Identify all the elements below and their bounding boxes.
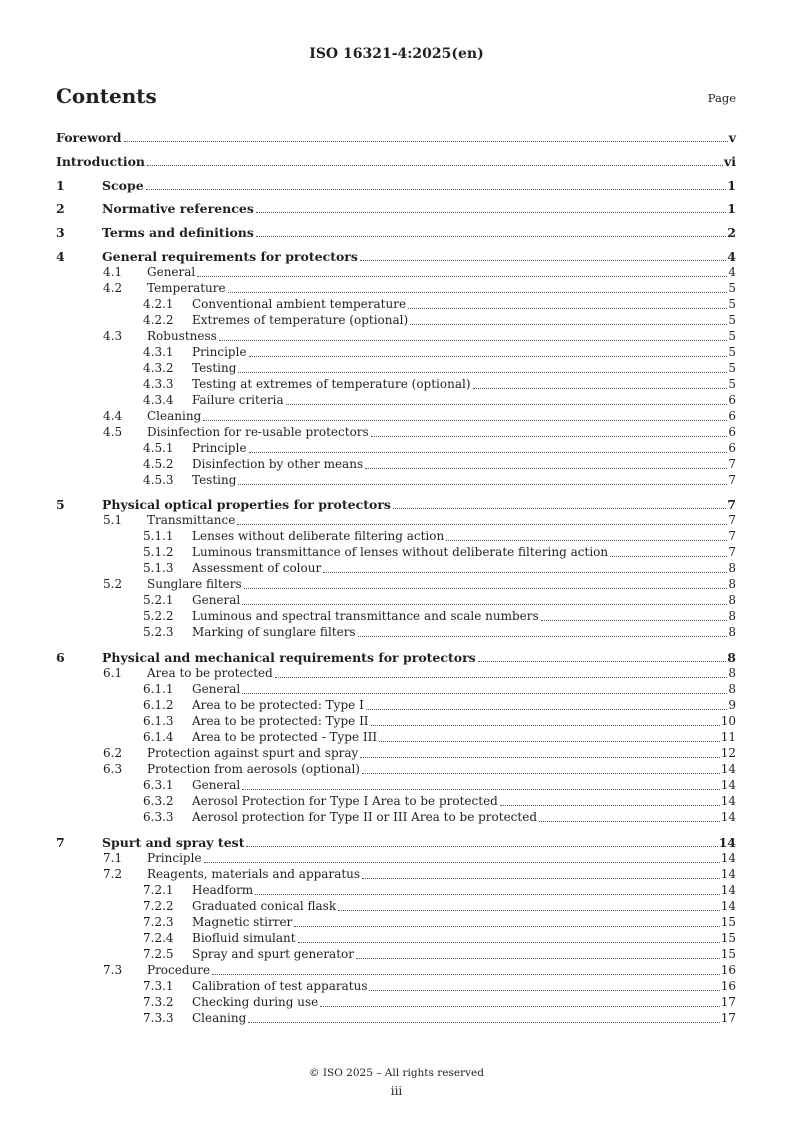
toc-entry-3[interactable] (56, 225, 736, 240)
toc-entry-label: Area to be protected (147, 666, 273, 680)
toc-entry-page: 4 (728, 265, 736, 279)
toc-entry-number: 5.2 (103, 577, 123, 591)
toc-entry-page: 5 (728, 313, 736, 327)
toc-entry-page: 7 (728, 529, 736, 543)
toc-entry-number: 7.3.2 (143, 995, 174, 1009)
toc-entry-label: Scope (102, 178, 144, 193)
toc-entry-number: 6.1.3 (143, 714, 174, 728)
toc-entry-number: 7 (56, 835, 65, 850)
toc-entry-7[interactable] (56, 835, 736, 850)
toc-entry-page: vi (723, 154, 736, 169)
toc-entry-label: Protection against spurt and spray (147, 746, 359, 760)
toc-entry-page: 5 (728, 329, 736, 343)
toc-entry-page: 1 (727, 201, 736, 216)
toc-entry-6-3[interactable] (56, 762, 736, 777)
toc-entry-number: 7.3 (103, 963, 123, 977)
toc-entry-7-2-5[interactable] (56, 947, 736, 962)
toc-entry-4-3-4[interactable] (56, 393, 736, 408)
toc-entry-page: 6 (728, 425, 736, 439)
toc-entry-4-1[interactable] (56, 265, 736, 280)
toc-entry-4-5[interactable] (56, 425, 736, 440)
toc-entry-label: Assessment of colour (192, 561, 322, 575)
toc-entry-number: 4.1 (103, 265, 123, 279)
toc-entry-page: 5 (728, 345, 736, 359)
toc-entry-label: Aerosol protection for Type II or III Area to be protected (192, 810, 538, 824)
page-number: iii (390, 1084, 403, 1098)
toc-entry-label: Normative references (102, 201, 254, 216)
toc-entry-page: 8 (728, 666, 736, 680)
toc-entry-number: 4.3.2 (143, 361, 174, 375)
toc-entry-number: 5.2.3 (143, 625, 174, 639)
toc-entry-6-1-2[interactable] (56, 698, 736, 713)
toc-entry-label: Area to be protected: Type II (192, 714, 369, 728)
toc-entry-label: Principle (147, 851, 202, 865)
toc-entry-page: 14 (720, 883, 736, 897)
toc-entry-number: 6.1 (103, 666, 123, 680)
toc-entry-number: 4.3.1 (143, 345, 174, 359)
toc-entry-label: Foreword (56, 130, 122, 145)
toc-entry-5-1-1[interactable] (56, 529, 736, 544)
toc-entry-page: 5 (728, 297, 736, 311)
toc-entry-number: 4.5.3 (143, 473, 174, 487)
toc-entry-7-2[interactable] (56, 867, 736, 882)
toc-entry-6-1-4[interactable] (56, 730, 736, 745)
toc-entry-number: 7.2.4 (143, 931, 174, 945)
toc-entry-label: Procedure (147, 963, 211, 977)
toc-entry-page: 14 (718, 835, 736, 850)
toc-entry-page: 8 (728, 682, 736, 696)
page-title: Contents (56, 84, 157, 108)
toc-entry-label: Failure criteria (192, 393, 284, 407)
toc-entry-number: 5 (56, 497, 65, 512)
toc-entry-label: Marking of sunglare filters (192, 625, 356, 639)
toc-entry-label: Luminous and spectral transmittance and scale numbers (192, 609, 539, 623)
toc-entry-4[interactable] (56, 249, 736, 264)
toc-entry-label: Testing (192, 473, 237, 487)
toc-entry-label: Reagents, materials and apparatus (147, 867, 361, 881)
toc-entry-6-3-3[interactable] (56, 810, 736, 825)
toc-entry-label: Testing at extremes of temperature (optional) (192, 377, 471, 391)
toc-entry-number: 7.2 (103, 867, 123, 881)
toc-entry-page: 7 (727, 497, 736, 512)
toc-entry-7-3-2[interactable] (56, 995, 736, 1010)
toc-entry-4-3-2[interactable] (56, 361, 736, 376)
toc-entry-4-5-3[interactable] (56, 473, 736, 488)
toc-entry-number: 5.1.2 (143, 545, 174, 559)
toc-entry-page: 16 (720, 963, 736, 977)
toc-entry-page: 14 (720, 778, 736, 792)
toc-entry-6-3-2[interactable] (56, 794, 736, 809)
toc-entry-2[interactable] (56, 201, 736, 216)
toc-entry-label: Cleaning (192, 1011, 247, 1025)
toc-entry-5-2-1[interactable] (56, 593, 736, 608)
toc-entry-page: 15 (720, 947, 736, 961)
toc-entry-number: 7.3.3 (143, 1011, 174, 1025)
toc-entry-number: 2 (56, 201, 65, 216)
toc-entry-number: 7.2.3 (143, 915, 174, 929)
toc-entry-number: 6.2 (103, 746, 123, 760)
toc-entry-label: Introduction (56, 154, 146, 169)
toc-entry-label: Protection from aerosols (optional) (147, 762, 360, 776)
toc-entry-label: Luminous transmittance of lenses without deliberate filtering action (192, 545, 609, 559)
toc-entry-page: 16 (720, 979, 736, 993)
toc-entry-label: Transmittance (147, 513, 236, 527)
toc-entry-page: 8 (728, 625, 736, 639)
toc-entry-4-4[interactable] (56, 409, 736, 424)
toc-entry-label: Terms and definitions (102, 225, 254, 240)
copyright-footer: © ISO 2025 – All rights reserved (309, 1067, 484, 1079)
toc-entry-page: 7 (728, 545, 736, 559)
toc-entry-6-2[interactable] (56, 746, 736, 761)
toc-entry-page: 14 (720, 810, 736, 824)
toc-entry-label: Conventional ambient temperature (192, 297, 407, 311)
toc-entry-number: 4.5.2 (143, 457, 174, 471)
toc-entry-page: 8 (728, 577, 736, 591)
toc-entry-4-5-2[interactable] (56, 457, 736, 472)
toc-entry-label: Calibration of test apparatus (192, 979, 368, 993)
toc-entry-number: 4.3.3 (143, 377, 174, 391)
toc-entry-4-5-1[interactable] (56, 441, 736, 456)
toc-entry-number: 6.3 (103, 762, 123, 776)
toc-entry-7-2-4[interactable] (56, 931, 736, 946)
toc-entry-5-2-3[interactable] (56, 625, 736, 640)
toc-entry-5-2-2[interactable] (56, 609, 736, 624)
toc-entry-number: 4.4 (103, 409, 123, 423)
toc-entry-label: General (192, 682, 241, 696)
toc-entry-number: 6 (56, 650, 65, 665)
toc-entry-label: Extremes of temperature (optional) (192, 313, 409, 327)
toc-entry-page: 8 (728, 593, 736, 607)
toc-entry-number: 5.2.2 (143, 609, 174, 623)
toc-entry-number: 5.2.1 (143, 593, 174, 607)
toc-entry-page: 8 (728, 609, 736, 623)
toc-entry-label: Spray and spurt generator (192, 947, 354, 961)
toc-entry-number: 4.2 (103, 281, 123, 295)
toc-entry-label: Checking during use (192, 995, 319, 1009)
toc-entry-label: Magnetic stirrer (192, 915, 293, 929)
toc-entry-number: 5.1.1 (143, 529, 174, 543)
toc-entry-label: Robustness (147, 329, 217, 343)
toc-entry-page: 5 (728, 281, 736, 295)
toc-entry-introduction[interactable] (56, 154, 736, 169)
toc-entry-page: 5 (728, 361, 736, 375)
toc-entry-5-1-2[interactable] (56, 545, 736, 560)
toc-entry-number: 4.5 (103, 425, 123, 439)
toc-entry-label: Temperature (147, 281, 226, 295)
toc-entry-number: 5.1.3 (143, 561, 174, 575)
toc-entry-5-2[interactable] (56, 577, 736, 592)
toc-entry-6-1-1[interactable] (56, 682, 736, 697)
toc-entry-label: Sunglare filters (147, 577, 242, 591)
toc-entry-6[interactable] (56, 650, 736, 665)
toc-entry-4-2-1[interactable] (56, 297, 736, 312)
document-header: ISO 16321-4:2025(en) (309, 46, 484, 62)
toc-entry-number: 4.2.2 (143, 313, 174, 327)
toc-entry-page: 2 (727, 225, 736, 240)
toc-entry-number: 4 (56, 249, 65, 264)
toc-entry-page: 14 (720, 794, 736, 808)
toc-entry-7-2-3[interactable] (56, 915, 736, 930)
toc-entry-page: 1 (727, 178, 736, 193)
toc-entry-page: 4 (727, 249, 736, 264)
toc-entry-page: 6 (728, 409, 736, 423)
toc-entry-number: 5.1 (103, 513, 123, 527)
toc-entry-page: 14 (720, 867, 736, 881)
toc-entry-number: 4.5.1 (143, 441, 174, 455)
toc-entry-label: Disinfection by other means (192, 457, 364, 471)
toc-entry-page: 12 (720, 746, 736, 760)
toc-entry-page: 15 (720, 915, 736, 929)
toc-entry-label: Physical optical properties for protectors (102, 497, 391, 512)
toc-entry-page: 7 (728, 513, 736, 527)
toc-entry-4-3-1[interactable] (56, 345, 736, 360)
toc-entry-label: Headform (192, 883, 254, 897)
toc-entry-6-3-1[interactable] (56, 778, 736, 793)
toc-entry-number: 3 (56, 225, 65, 240)
toc-entry-4-2[interactable] (56, 281, 736, 296)
toc-entry-label: General requirements for protectors (102, 249, 358, 264)
toc-entry-number: 6.3.3 (143, 810, 174, 824)
toc-entry-4-3[interactable] (56, 329, 736, 344)
toc-entry-number: 4.3.4 (143, 393, 174, 407)
toc-entry-page: 15 (720, 931, 736, 945)
toc-entry-6-1[interactable] (56, 666, 736, 681)
toc-entry-label: Lenses without deliberate filtering action (192, 529, 445, 543)
toc-entry-number: 7.2.1 (143, 883, 174, 897)
toc-entry-number: 1 (56, 178, 65, 193)
toc-entry-page: 8 (727, 650, 736, 665)
toc-entry-number: 7.3.1 (143, 979, 174, 993)
toc-entry-4-2-2[interactable] (56, 313, 736, 328)
toc-entry-7-2-2[interactable] (56, 899, 736, 914)
toc-entry-page: 14 (720, 851, 736, 865)
toc-entry-page: 5 (728, 377, 736, 391)
toc-entry-page: 7 (728, 457, 736, 471)
toc-entry-number: 7.2.2 (143, 899, 174, 913)
toc-entry-7-1[interactable] (56, 851, 736, 866)
toc-entry-label: General (147, 265, 196, 279)
toc-entry-page: 10 (720, 714, 736, 728)
toc-entry-5-1-3[interactable] (56, 561, 736, 576)
toc-entry-7-3-3[interactable] (56, 1011, 736, 1026)
toc-entry-label: Graduated conical flask (192, 899, 337, 913)
toc-entry-label: Physical and mechanical requirements for protectors (102, 650, 476, 665)
toc-entry-number: 6.3.1 (143, 778, 174, 792)
toc-entry-1[interactable] (56, 178, 736, 193)
toc-entry-4-3-3[interactable] (56, 377, 736, 392)
toc-entry-foreword[interactable] (56, 130, 736, 145)
toc-entry-5-1[interactable] (56, 513, 736, 528)
toc-entry-label: General (192, 593, 241, 607)
toc-entry-number: 4.3 (103, 329, 123, 343)
toc-entry-label: Area to be protected - Type III (192, 730, 378, 744)
toc-entry-label: Testing (192, 361, 237, 375)
toc-entry-label: Biofluid simulant (192, 931, 296, 945)
toc-entry-page: v (728, 130, 736, 145)
toc-entry-label: Aerosol Protection for Type I Area to be protected (192, 794, 498, 808)
toc-entry-number: 4.2.1 (143, 297, 174, 311)
toc-entry-label: Disinfection for re-usable protectors (147, 425, 369, 439)
toc-entry-number: 6.1.4 (143, 730, 174, 744)
toc-entry-label: Spurt and spray test (102, 835, 245, 850)
toc-entry-7-3[interactable] (56, 963, 736, 978)
toc-entry-7-3-1[interactable] (56, 979, 736, 994)
toc-entry-page: 9 (728, 698, 736, 712)
toc-entry-page: 6 (728, 441, 736, 455)
toc-entry-page: 11 (720, 730, 736, 744)
toc-entry-label: Area to be protected: Type I (192, 698, 364, 712)
toc-entry-number: 6.1.2 (143, 698, 174, 712)
toc-entry-page: 17 (720, 1011, 736, 1025)
toc-entry-page: 14 (720, 762, 736, 776)
toc-entry-label: Principle (192, 441, 247, 455)
toc-entry-number: 7.2.5 (143, 947, 174, 961)
page-column-label: Page (707, 91, 736, 105)
toc-entry-6-1-3[interactable] (56, 714, 736, 729)
toc-entry-page: 8 (728, 561, 736, 575)
toc-entry-page: 14 (720, 899, 736, 913)
toc-entry-label: Cleaning (147, 409, 202, 423)
toc-entry-number: 6.3.2 (143, 794, 174, 808)
toc-entry-label: Principle (192, 345, 247, 359)
toc-entry-number: 6.1.1 (143, 682, 174, 696)
toc-entry-page: 17 (720, 995, 736, 1009)
toc-entry-5[interactable] (56, 497, 736, 512)
toc-entry-7-2-1[interactable] (56, 883, 736, 898)
toc-entry-label: General (192, 778, 241, 792)
toc-entry-number: 7.1 (103, 851, 123, 865)
toc-entry-page: 6 (728, 393, 736, 407)
toc-entry-page: 7 (728, 473, 736, 487)
